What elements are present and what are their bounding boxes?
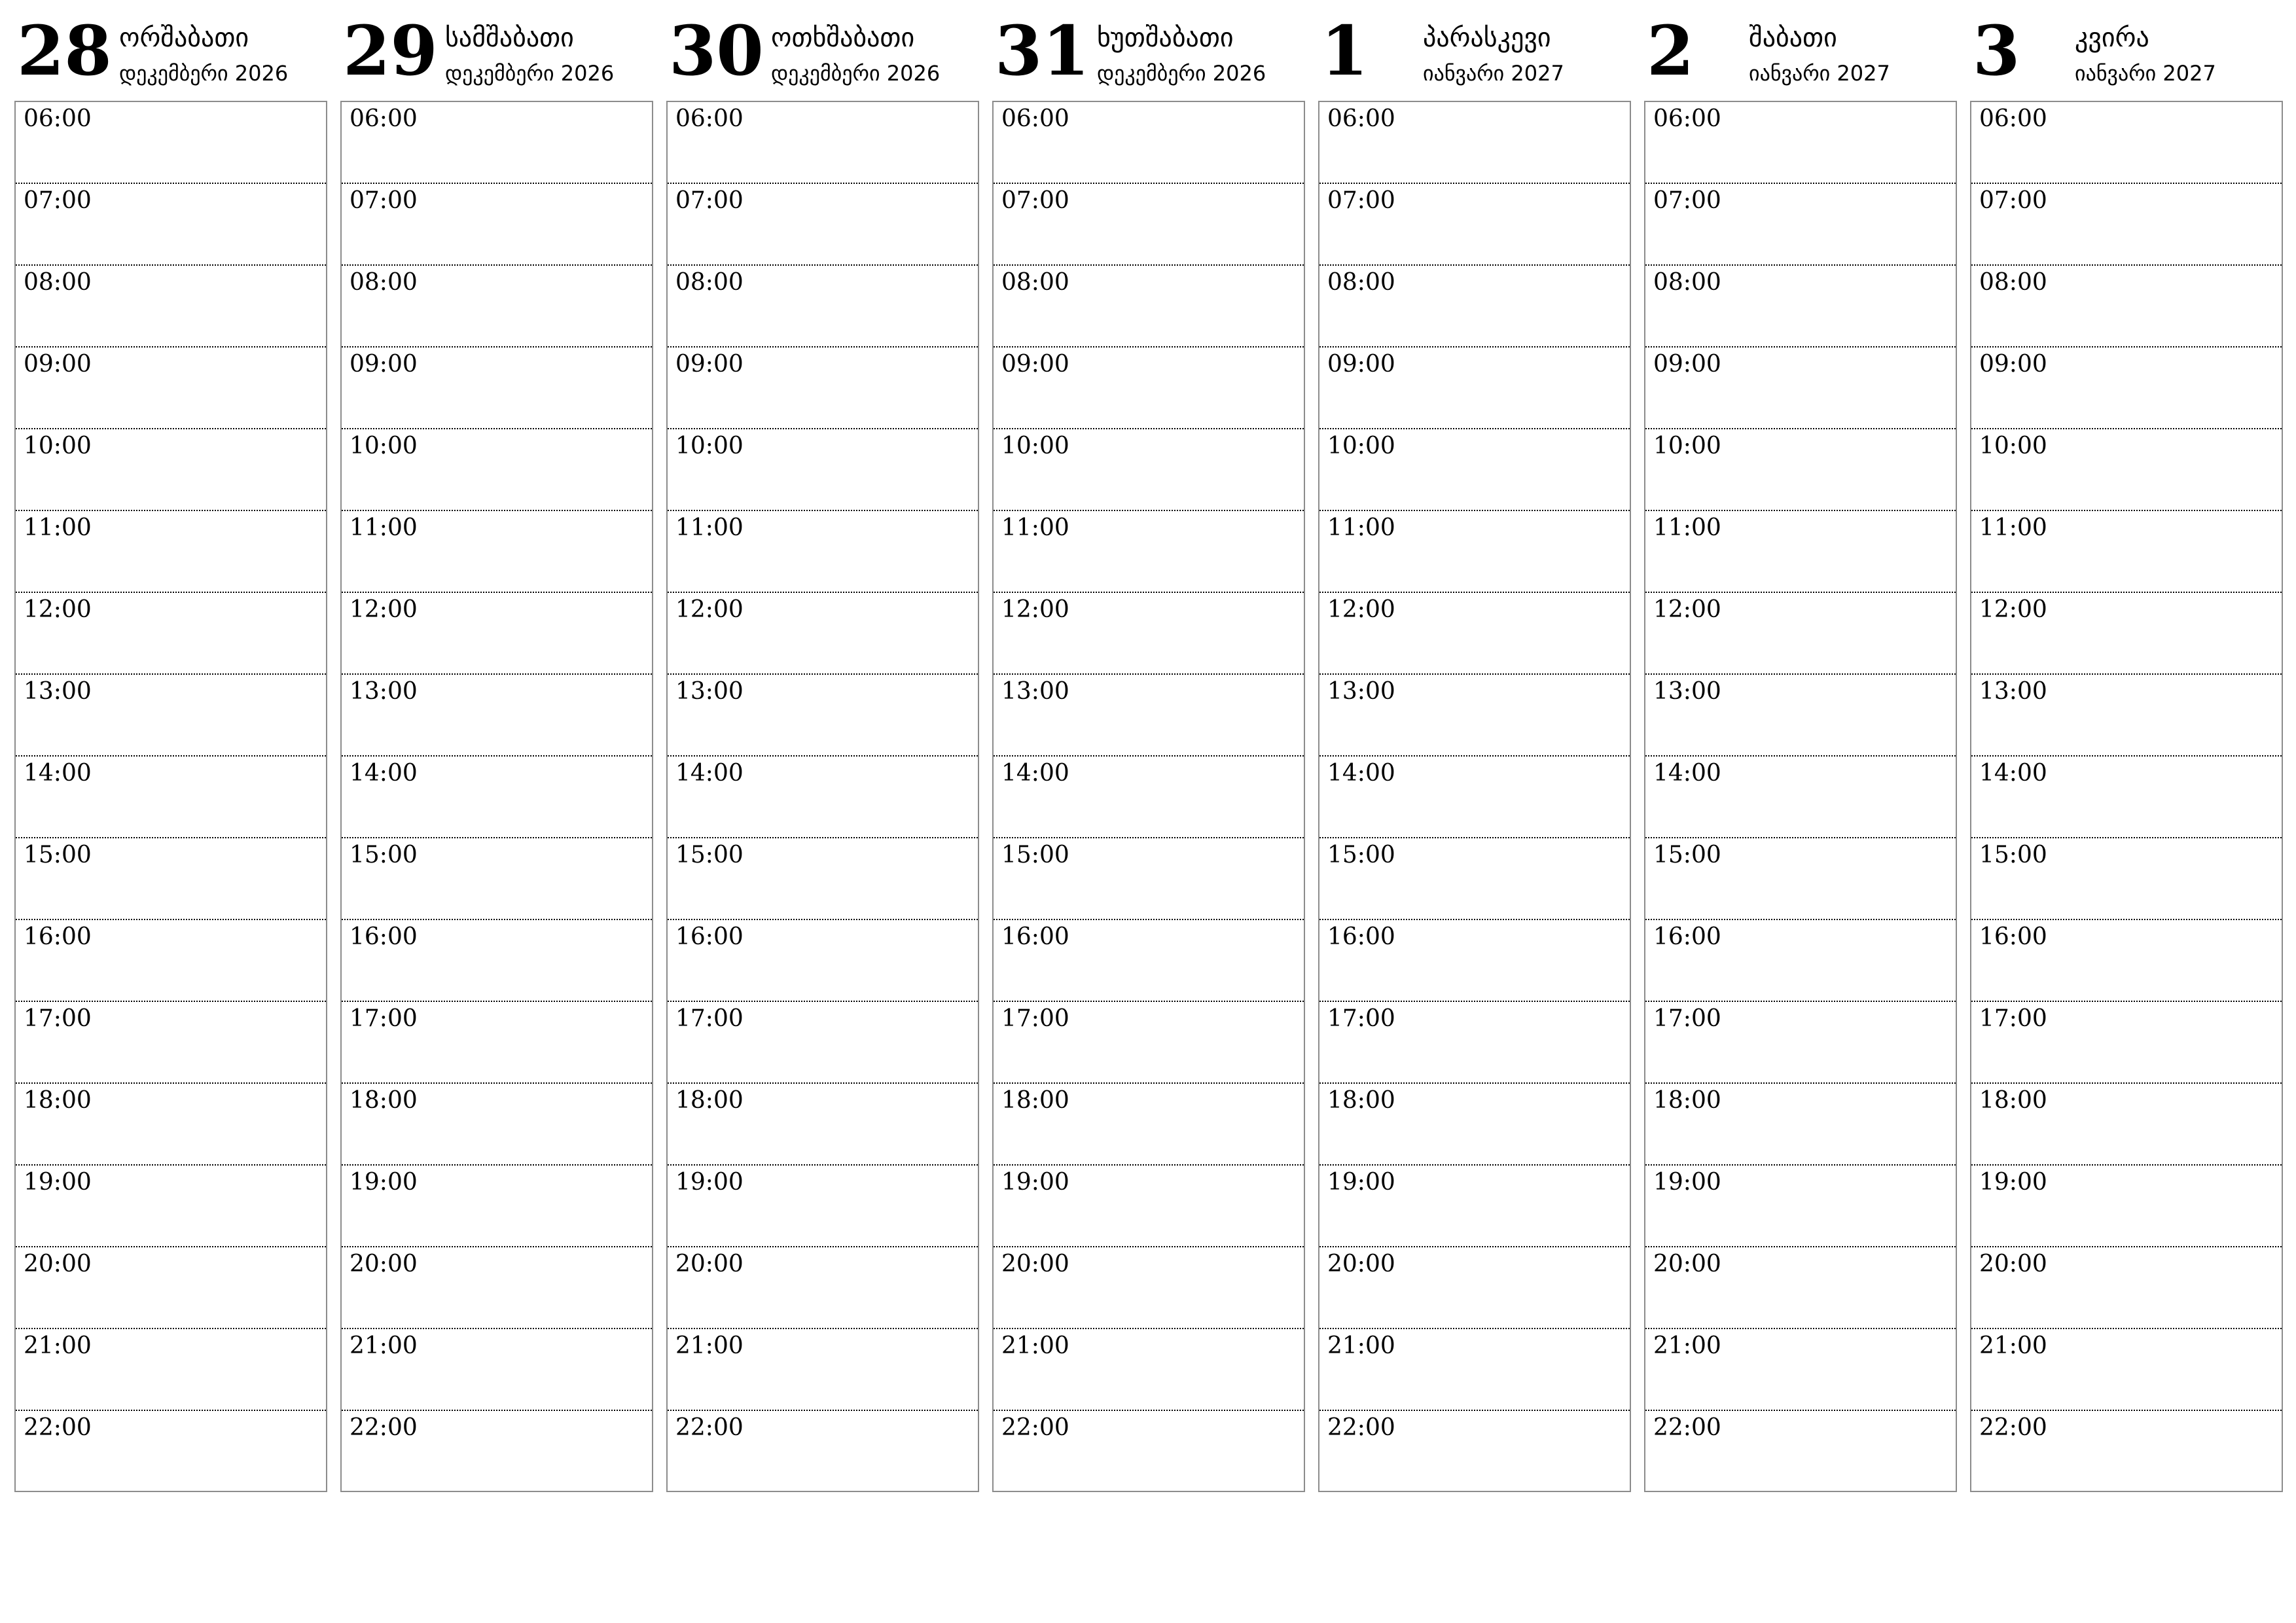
time-label: 08:00 (1653, 269, 1721, 296)
weekday-name: შაბათი (1749, 23, 1837, 53)
time-slot[interactable] (1971, 1411, 2282, 1493)
time-label: 11:00 (1001, 514, 1069, 541)
time-slot[interactable] (1645, 1084, 1956, 1166)
time-slot[interactable] (1971, 511, 2282, 593)
time-slot[interactable] (16, 1411, 326, 1493)
time-label: 11:00 (350, 514, 418, 541)
time-label: 20:00 (1327, 1251, 1395, 1277)
day-column (992, 0, 1305, 1499)
time-slot[interactable] (1319, 1002, 1630, 1084)
time-label: 15:00 (675, 842, 744, 868)
time-slot[interactable] (16, 511, 326, 593)
time-label: 19:00 (24, 1169, 92, 1196)
time-slot[interactable] (1971, 675, 2282, 757)
time-slot[interactable] (342, 920, 652, 1002)
time-label: 13:00 (1653, 678, 1721, 705)
time-slot[interactable] (16, 838, 326, 920)
time-label: 06:00 (1327, 105, 1395, 132)
time-label: 07:00 (24, 187, 92, 214)
time-label: 09:00 (24, 351, 92, 378)
time-label: 06:00 (1001, 105, 1069, 132)
time-label: 06:00 (350, 105, 418, 132)
weekday-name: ხუთშაბათი (1097, 23, 1234, 53)
time-label: 20:00 (350, 1251, 418, 1277)
time-slot[interactable] (342, 184, 652, 266)
time-slot[interactable] (668, 757, 978, 838)
time-label: 21:00 (675, 1332, 744, 1359)
time-label: 15:00 (1327, 842, 1395, 868)
time-label: 22:00 (1979, 1414, 2047, 1441)
time-slot[interactable] (342, 1002, 652, 1084)
time-label: 20:00 (1653, 1251, 1721, 1277)
time-label: 08:00 (24, 269, 92, 296)
time-label: 21:00 (1327, 1332, 1395, 1359)
time-slot[interactable] (1971, 348, 2282, 429)
time-label: 06:00 (1979, 105, 2047, 132)
time-slot[interactable] (1319, 102, 1630, 184)
time-label: 13:00 (350, 678, 418, 705)
time-label: 20:00 (1001, 1251, 1069, 1277)
time-slot[interactable] (1971, 1329, 2282, 1411)
time-label: 06:00 (675, 105, 744, 132)
time-label: 10:00 (24, 433, 92, 459)
time-slot[interactable] (16, 1002, 326, 1084)
month-year: იანვარი 2027 (2075, 61, 2216, 86)
time-label: 12:00 (1001, 596, 1069, 623)
time-slot[interactable] (668, 266, 978, 348)
weekday-name: პარასკევი (1423, 23, 1551, 53)
time-label: 22:00 (1327, 1414, 1395, 1441)
time-slot[interactable] (1645, 1002, 1956, 1084)
time-label: 21:00 (1979, 1332, 2047, 1359)
time-slot[interactable] (16, 757, 326, 838)
time-slot[interactable] (16, 1247, 326, 1329)
time-slot[interactable] (1319, 757, 1630, 838)
month-year: დეკემბერი 2026 (771, 61, 941, 86)
time-slot[interactable] (1319, 266, 1630, 348)
time-label: 10:00 (675, 433, 744, 459)
time-label: 12:00 (24, 596, 92, 623)
time-slot[interactable] (342, 1084, 652, 1166)
time-label: 13:00 (1001, 678, 1069, 705)
time-slot[interactable] (1971, 1002, 2282, 1084)
day-header (14, 0, 327, 99)
time-slot[interactable] (1319, 1166, 1630, 1247)
time-slot[interactable] (668, 511, 978, 593)
time-slot[interactable] (994, 838, 1304, 920)
day-number: 31 (995, 10, 1090, 91)
day-header (666, 0, 979, 99)
time-label: 07:00 (1327, 187, 1395, 214)
time-slot[interactable] (342, 511, 652, 593)
time-label: 22:00 (350, 1414, 418, 1441)
time-label: 18:00 (350, 1087, 418, 1114)
day-number: 30 (669, 10, 764, 91)
time-slot[interactable] (1645, 675, 1956, 757)
time-label: 14:00 (1653, 760, 1721, 787)
time-slot[interactable] (668, 348, 978, 429)
time-slot[interactable] (342, 266, 652, 348)
time-label: 20:00 (24, 1251, 92, 1277)
weekday-name: ორშაბათი (119, 23, 249, 53)
time-label: 11:00 (1653, 514, 1721, 541)
time-slot[interactable] (1971, 184, 2282, 266)
time-label: 16:00 (1979, 923, 2047, 950)
time-label: 19:00 (1979, 1169, 2047, 1196)
time-label: 11:00 (24, 514, 92, 541)
time-label: 16:00 (350, 923, 418, 950)
time-slot[interactable] (1645, 757, 1956, 838)
time-slot[interactable] (1971, 920, 2282, 1002)
time-slot[interactable] (16, 593, 326, 675)
time-slot[interactable] (668, 184, 978, 266)
time-slot[interactable] (342, 1329, 652, 1411)
time-label: 22:00 (1001, 1414, 1069, 1441)
time-slot[interactable] (668, 593, 978, 675)
time-slot[interactable] (668, 675, 978, 757)
time-label: 14:00 (675, 760, 744, 787)
day-schedule-box (1318, 101, 1631, 1492)
time-label: 19:00 (350, 1169, 418, 1196)
time-label: 09:00 (675, 351, 744, 378)
day-number: 28 (17, 10, 112, 91)
time-label: 14:00 (1001, 760, 1069, 787)
time-slot[interactable] (1971, 1084, 2282, 1166)
time-slot[interactable] (16, 266, 326, 348)
time-slot[interactable] (1971, 102, 2282, 184)
time-label: 14:00 (1979, 760, 2047, 787)
time-slot[interactable] (668, 838, 978, 920)
time-label: 15:00 (350, 842, 418, 868)
time-label: 08:00 (1001, 269, 1069, 296)
day-header (1970, 0, 2283, 99)
time-label: 18:00 (675, 1087, 744, 1114)
time-slot[interactable] (342, 593, 652, 675)
time-slot[interactable] (342, 102, 652, 184)
month-year: დეკემბერი 2026 (119, 61, 289, 86)
time-slot[interactable] (1971, 838, 2282, 920)
time-label: 12:00 (350, 596, 418, 623)
time-slot[interactable] (1319, 920, 1630, 1002)
time-slot[interactable] (1319, 511, 1630, 593)
time-label: 07:00 (675, 187, 744, 214)
time-slot[interactable] (1645, 348, 1956, 429)
day-header (992, 0, 1305, 99)
time-slot[interactable] (16, 1166, 326, 1247)
time-label: 15:00 (1979, 842, 2047, 868)
day-schedule-box (340, 101, 653, 1492)
time-slot[interactable] (1645, 1329, 1956, 1411)
day-schedule-box (666, 101, 979, 1492)
day-column (1318, 0, 1631, 1499)
time-label: 17:00 (350, 1005, 418, 1032)
time-slot[interactable] (1319, 184, 1630, 266)
time-label: 07:00 (1653, 187, 1721, 214)
day-column (14, 0, 327, 1499)
time-label: 14:00 (24, 760, 92, 787)
time-slot[interactable] (342, 429, 652, 511)
time-label: 16:00 (24, 923, 92, 950)
time-label: 18:00 (1979, 1087, 2047, 1114)
time-slot[interactable] (994, 1166, 1304, 1247)
time-label: 10:00 (350, 433, 418, 459)
time-label: 19:00 (1001, 1169, 1069, 1196)
time-label: 21:00 (1653, 1332, 1721, 1359)
time-slot[interactable] (342, 675, 652, 757)
time-slot[interactable] (994, 511, 1304, 593)
time-label: 14:00 (350, 760, 418, 787)
time-slot[interactable] (1319, 1084, 1630, 1166)
time-slot[interactable] (16, 184, 326, 266)
time-slot[interactable] (1319, 675, 1630, 757)
time-slot[interactable] (1645, 838, 1956, 920)
time-label: 18:00 (1327, 1087, 1395, 1114)
month-year: იანვარი 2027 (1423, 61, 1564, 86)
time-slot[interactable] (1319, 1411, 1630, 1493)
day-column (340, 0, 653, 1499)
time-slot[interactable] (994, 1247, 1304, 1329)
weekday-name: ოთხშაბათი (771, 23, 915, 53)
time-label: 10:00 (1327, 433, 1395, 459)
time-label: 15:00 (24, 842, 92, 868)
time-slot[interactable] (994, 675, 1304, 757)
time-slot[interactable] (1645, 920, 1956, 1002)
time-slot[interactable] (16, 348, 326, 429)
time-slot[interactable] (668, 920, 978, 1002)
time-slot[interactable] (1971, 757, 2282, 838)
weekday-name: კვირა (2075, 23, 2149, 53)
time-slot[interactable] (994, 593, 1304, 675)
day-number: 29 (343, 10, 438, 91)
time-label: 17:00 (1979, 1005, 2047, 1032)
day-number: 1 (1321, 10, 1369, 91)
time-slot[interactable] (668, 1002, 978, 1084)
time-slot[interactable] (668, 102, 978, 184)
time-slot[interactable] (668, 429, 978, 511)
day-number: 3 (1973, 10, 2020, 91)
time-label: 16:00 (1001, 923, 1069, 950)
time-label: 09:00 (1001, 351, 1069, 378)
month-year: დეკემბერი 2026 (445, 61, 615, 86)
time-label: 13:00 (24, 678, 92, 705)
time-slot[interactable] (994, 266, 1304, 348)
time-slot[interactable] (16, 1084, 326, 1166)
time-slot[interactable] (1645, 102, 1956, 184)
time-label: 21:00 (350, 1332, 418, 1359)
weekday-name: სამშაბათი (445, 23, 574, 53)
time-label: 22:00 (675, 1414, 744, 1441)
time-slot[interactable] (994, 1329, 1304, 1411)
time-label: 21:00 (1001, 1332, 1069, 1359)
time-slot[interactable] (1971, 266, 2282, 348)
time-label: 12:00 (1327, 596, 1395, 623)
time-slot[interactable] (16, 429, 326, 511)
time-slot[interactable] (1645, 184, 1956, 266)
time-slot[interactable] (994, 920, 1304, 1002)
day-schedule-box (992, 101, 1305, 1492)
time-label: 08:00 (1327, 269, 1395, 296)
time-slot[interactable] (1645, 1411, 1956, 1493)
time-label: 17:00 (1327, 1005, 1395, 1032)
time-label: 06:00 (24, 105, 92, 132)
time-label: 17:00 (24, 1005, 92, 1032)
time-label: 11:00 (1979, 514, 2047, 541)
time-slot[interactable] (16, 675, 326, 757)
time-label: 12:00 (675, 596, 744, 623)
time-slot[interactable] (1971, 1166, 2282, 1247)
time-slot[interactable] (16, 1329, 326, 1411)
time-label: 07:00 (1979, 187, 2047, 214)
time-label: 16:00 (1327, 923, 1395, 950)
time-label: 10:00 (1653, 433, 1721, 459)
time-slot[interactable] (1645, 266, 1956, 348)
time-slot[interactable] (342, 838, 652, 920)
time-label: 07:00 (350, 187, 418, 214)
day-schedule-box (1644, 101, 1957, 1492)
time-label: 16:00 (1653, 923, 1721, 950)
time-label: 13:00 (675, 678, 744, 705)
time-label: 10:00 (1979, 433, 2047, 459)
time-label: 20:00 (675, 1251, 744, 1277)
time-label: 19:00 (1653, 1169, 1721, 1196)
time-label: 22:00 (1653, 1414, 1721, 1441)
time-label: 18:00 (1001, 1087, 1069, 1114)
time-slot[interactable] (1319, 429, 1630, 511)
time-label: 18:00 (1653, 1087, 1721, 1114)
time-slot[interactable] (342, 1411, 652, 1493)
time-slot[interactable] (994, 184, 1304, 266)
time-label: 19:00 (675, 1169, 744, 1196)
month-year: დეკემბერი 2026 (1097, 61, 1266, 86)
time-label: 13:00 (1979, 678, 2047, 705)
time-slot[interactable] (994, 1002, 1304, 1084)
time-slot[interactable] (1319, 593, 1630, 675)
time-label: 09:00 (350, 351, 418, 378)
time-label: 11:00 (675, 514, 744, 541)
time-label: 22:00 (24, 1414, 92, 1441)
day-column (1644, 0, 1957, 1499)
time-label: 19:00 (1327, 1169, 1395, 1196)
time-label: 08:00 (675, 269, 744, 296)
time-slot[interactable] (668, 1411, 978, 1493)
time-slot[interactable] (1645, 593, 1956, 675)
time-slot[interactable] (994, 1411, 1304, 1493)
time-slot[interactable] (994, 429, 1304, 511)
time-slot[interactable] (994, 348, 1304, 429)
time-label: 09:00 (1653, 351, 1721, 378)
time-slot[interactable] (668, 1247, 978, 1329)
time-slot[interactable] (1971, 1247, 2282, 1329)
time-label: 17:00 (675, 1005, 744, 1032)
time-slot[interactable] (1971, 593, 2282, 675)
time-slot[interactable] (16, 102, 326, 184)
time-label: 16:00 (675, 923, 744, 950)
time-slot[interactable] (668, 1084, 978, 1166)
day-header (340, 0, 653, 99)
time-label: 11:00 (1327, 514, 1395, 541)
time-label: 17:00 (1653, 1005, 1721, 1032)
day-column (1970, 0, 2283, 1499)
day-column (666, 0, 979, 1499)
time-label: 09:00 (1327, 351, 1395, 378)
time-slot[interactable] (994, 1084, 1304, 1166)
time-label: 08:00 (1979, 269, 2047, 296)
time-slot[interactable] (1645, 1247, 1956, 1329)
time-label: 08:00 (350, 269, 418, 296)
time-slot[interactable] (1645, 511, 1956, 593)
day-header (1644, 0, 1957, 99)
time-label: 20:00 (1979, 1251, 2047, 1277)
time-slot[interactable] (994, 757, 1304, 838)
time-label: 13:00 (1327, 678, 1395, 705)
day-number: 2 (1647, 10, 1695, 91)
time-slot[interactable] (342, 348, 652, 429)
time-label: 10:00 (1001, 433, 1069, 459)
time-slot[interactable] (1971, 429, 2282, 511)
time-slot[interactable] (1319, 348, 1630, 429)
time-label: 07:00 (1001, 187, 1069, 214)
day-schedule-box (14, 101, 327, 1492)
time-slot[interactable] (668, 1166, 978, 1247)
time-slot[interactable] (1645, 1166, 1956, 1247)
time-slot[interactable] (342, 757, 652, 838)
time-label: 12:00 (1979, 596, 2047, 623)
time-label: 09:00 (1979, 351, 2047, 378)
time-label: 15:00 (1653, 842, 1721, 868)
time-slot[interactable] (1319, 1247, 1630, 1329)
time-slot[interactable] (994, 102, 1304, 184)
month-year: იანვარი 2027 (1749, 61, 1890, 86)
time-label: 18:00 (24, 1087, 92, 1114)
time-label: 12:00 (1653, 596, 1721, 623)
time-slot[interactable] (1319, 838, 1630, 920)
time-slot[interactable] (668, 1329, 978, 1411)
time-slot[interactable] (1645, 429, 1956, 511)
time-label: 15:00 (1001, 842, 1069, 868)
day-schedule-box (1970, 101, 2283, 1492)
time-label: 06:00 (1653, 105, 1721, 132)
time-slot[interactable] (16, 920, 326, 1002)
day-header (1318, 0, 1631, 99)
time-slot[interactable] (342, 1166, 652, 1247)
time-label: 14:00 (1327, 760, 1395, 787)
time-slot[interactable] (342, 1247, 652, 1329)
time-label: 17:00 (1001, 1005, 1069, 1032)
time-label: 21:00 (24, 1332, 92, 1359)
time-slot[interactable] (1319, 1329, 1630, 1411)
